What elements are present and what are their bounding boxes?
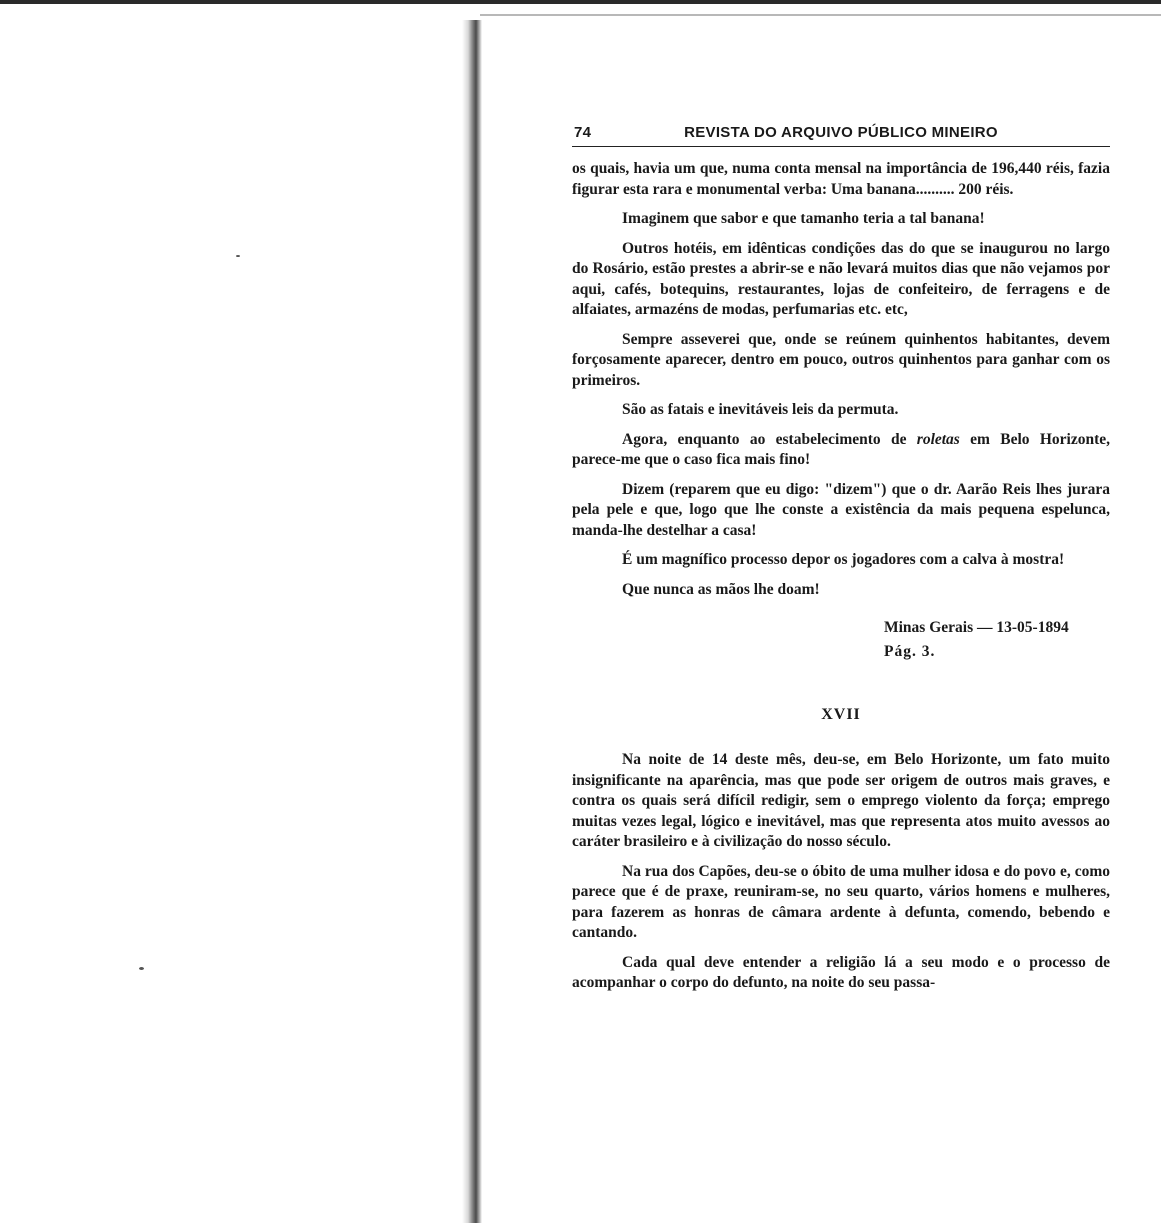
paragraph: Que nunca as mãos lhe doam!	[622, 580, 820, 598]
book-page	[572, 118, 1110, 1003]
italic-term: roletas	[916, 430, 960, 448]
paragraph: Imaginem que sabor e que tamanho teria a tal banana!	[622, 210, 985, 227]
scan-top-edge	[0, 0, 1161, 4]
source-page: Pág. 3.	[884, 643, 936, 660]
source-signature	[884, 616, 1110, 664]
paragraph: Cada qual deve entender a religião lá a seu modo e o processo de acompanhar o corpo do defunto, na noite do seu passa-	[572, 953, 1110, 991]
paragraph-text: Agora, enquanto ao estabelecimento de	[622, 430, 907, 448]
paragraph: Sempre asseverei que, onde se reúnem quinhentos habitantes, devem forçosamente aparecer, dentro em pouco, outros quinhentos para ganhar com os primeiros.	[572, 330, 1110, 389]
paragraph-text: em Belo Horizonte, parece-me que o caso fica mais fino!	[572, 430, 1110, 468]
paragraph: os quais, havia um que, numa conta mensal na importância de 196,440 réis, fazia figurar esta rara e monumental verba: Uma banana.......... 200 réis.	[572, 160, 1110, 198]
journal-title: REVISTA DO ARQUIVO PÚBLICO MINEIRO	[684, 124, 998, 141]
page-number: 74	[574, 124, 592, 141]
source-line: Minas Gerais — 13-05-1894	[884, 619, 1069, 636]
paragraph: Dizem (reparem que eu digo: "dizem") que o dr. Aarão Reis lhes jurara pela pele e que, logo que lhe conste a existência da mais pequena espelunca, manda-lhe destelhar a casa!	[572, 480, 1110, 539]
paragraph: Outros hotéis, em idênticas condições das do que se inaugurou no largo do Rosário, estão prestes a abrir-se e não levará muitos dias que não vejamos por aqui, cafés, botequins, restaurantes, lojas de confeiteiro, de ferragens e de alfaiates, armazéns de modas, perfumarias etc. etc,	[572, 239, 1110, 318]
paragraph: É um magnífico processo depor os jogadores com a calva à mostra!	[622, 551, 1065, 568]
book-gutter	[462, 20, 482, 1223]
running-head	[572, 118, 1110, 147]
scan-speck	[236, 255, 240, 257]
paragraph: Na rua dos Capões, deu-se o óbito de uma mulher idosa e do povo e, como parece que é de praxe, reuniram-se, no seu quarto, vários homens e mulheres, para fazerem as honras de câmara ardente à defunta, comendo, bebendo e cantando.	[572, 862, 1110, 941]
article-body	[572, 159, 1110, 600]
paragraph	[572, 430, 1110, 471]
paragraph: São as fatais e inevitáveis leis da permuta.	[622, 401, 899, 418]
article-body-continued	[572, 750, 1110, 994]
scan-speck	[139, 967, 144, 970]
scan-edge-shadow	[480, 14, 1161, 16]
section-heading: XVII	[821, 706, 861, 723]
paragraph: Na noite de 14 deste mês, deu-se, em Belo Horizonte, um fato muito insignificante na aparência, mas que pode ser origem de outros mais graves, e contra os quais será difícil redigir, sem o emprego violento da força; emprego muitas vezes legal, lógico e inevitável, mas que representa atos muito avessos ao caráter brasileiro e à civilização do nosso século.	[572, 751, 1110, 850]
